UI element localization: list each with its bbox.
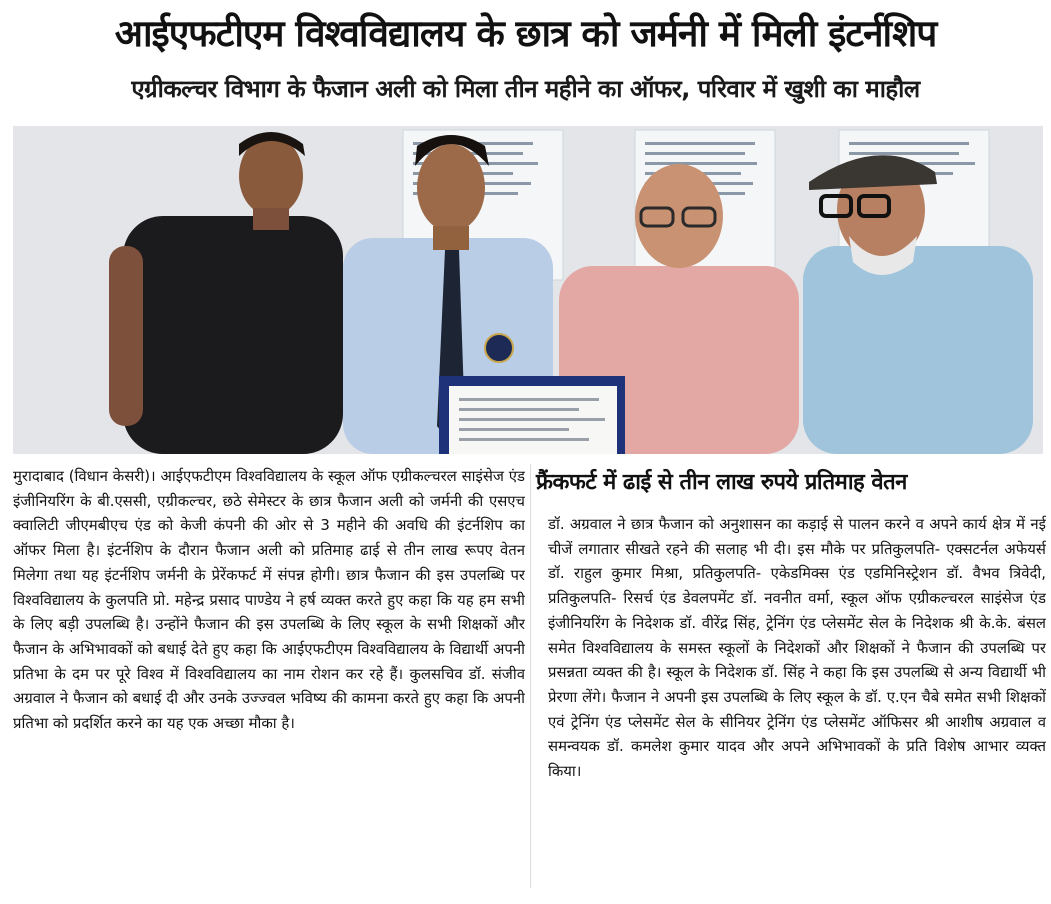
column-divider [530, 464, 531, 888]
subheadline: एग्रीकल्चर विभाग के फैजान अली को मिला तीन महीने का ऑफर, परिवार में खुशी का माहौल [131, 75, 920, 103]
headline: आईएफटीएम विश्वविद्यालय के छात्र को जर्मनी में मिली इंटर्नशिप [114, 12, 937, 55]
news-photo [13, 126, 1043, 454]
article-body-left: मुरादाबाद (विधान केसरी)। आईएफटीएम विश्वविद्यालय के स्कूल ऑफ एग्रीकल्चरल साइंसेज एंड इंजीनियरिंग के बी.एससी, एग्रीकल्चर, छठे सेमेस्टर के छात्र फैजान अली को जर्मनी की एसएच क्वालिटी जीएमबीएच एंड को केजी कंपनी की ओर से 3 महीने की अवधि की इंटर्नशिप का ऑफर मिला है। इंटर्नशिप के दौरान फैजान अली को प्रतिमाह ढाई से तीन लाख रूपए वेतन मिलेगा तथा यह इंटर्नशिप जर्मनी के प्रेरेंकफर्ट में संपन्न होगी। छात्र फैजान की इस उपलब्धि पर विश्वविद्यालय के कुलपति प्रो. महेन्द्र प्रसाद पाण्डेय ने हर्ष व्यक्त करते हुए कहा कि यह हम सभी के लिए बड़ी उपलब्धि है। उन्होंने फैजान की इस उपलब्धि के लिए स्कूल के सभी शिक्षकों और फैजान के अभिभावकों को बधाई देते हुए कहा कि आईएफटीएम विश्वविद्यालय के विद्यार्थी अपनी प्रतिभा के दम पर पूरे विश्व में विश्वविद्यालय का नाम रोशन कर रहे हैं। कुलसचिव डॉ. संजीव अग्रवाल ने फैजान को बधाई दी और उनके उज्ज्वल भविष्य की कामना करते हुए कहा कि अपनी प्रतिभा को प्रदर्शित करने का यह एक अच्छा मौका है। [13, 467, 525, 733]
article-body-right: डॉ. अग्रवाल ने छात्र फैजान को अनुशासन का कड़ाई से पालन करने व अपने कार्य क्षेत्र में नई चीजें लगातार सीखते रहने की सलाह भी दी। इस मौके पर प्रतिकुलपति- एक्सटर्नल अफेयर्स डॉ. राहुल कुमार मिश्रा, प्रतिकुलपति- एकेडमिक्स एंड एडमिनिस्ट्रेशन डॉ. वैभव त्रिवेदी, प्रतिकुलपति- रिसर्च एंड डेवलपमेंट डॉ. नवनीत वर्मा, स्कूल ऑफ एग्रीकल्चरल साइंसेज एंड इंजीनियरिंग के निदेशक डॉ. वीरेंद्र सिंह, ट्रेनिंग एंड प्लेसमेंट सेल के निदेशक श्री के.के. बंसल समेत विश्वविद्यालय के समस्त स्कूलों के निदेशकों और शिक्षकों ने फैजान की उपलब्धि पर प्रसन्नता व्यक्त की है। स्कूल के निदेशक डॉ. सिंह ने कहा कि इस उपलब्धि से अन्य विद्यार्थी भी प्रेरणा लेंगे। फैजान ने अपनी इस उपलब्धि के लिए स्कूल के डॉ. ए.एन चैबे समेत सभी शिक्षकों एवं ट्रेनिंग एंड प्लेसमेंट सेल के सीनियर ट्रेनिंग एंड प्लेसमेंट ऑफिसर श्री आशीष अग्रवाल व समन्वयक डॉ. कमलेश कुमार यादव और अपने अभिभावकों के प्रति विशेष आभार व्यक्त किया। [548, 515, 1046, 781]
section-heading: फ्रैंकफर्ट में ढाई से तीन लाख रुपये प्रतिमाह वेतन [536, 470, 907, 495]
